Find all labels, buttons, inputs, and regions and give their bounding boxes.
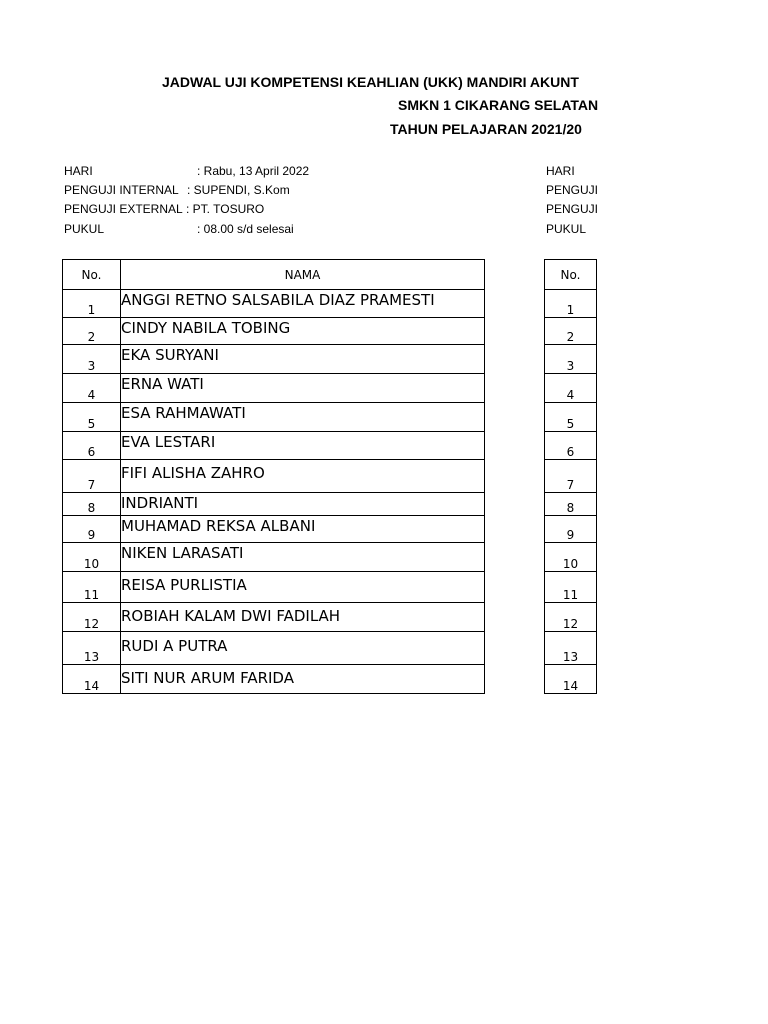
row-nama: ANGGI RETNO SALSABILA DIAZ PRAMESTI	[121, 290, 485, 318]
row-no: 8	[63, 493, 121, 516]
row-no: 7	[545, 460, 597, 493]
row-no: 1	[545, 290, 597, 318]
row-no: 14	[545, 665, 597, 694]
penguji-label-right-2: PENGUJI	[546, 202, 599, 216]
table-row	[63, 516, 485, 543]
table-header-row	[545, 260, 597, 290]
row-no: 1	[63, 290, 121, 318]
row-no: 5	[63, 403, 121, 432]
table-row	[63, 345, 485, 374]
penguji-external-value: : PT. TOSURO	[186, 202, 265, 216]
row-no: 8	[545, 493, 597, 516]
row-no: 4	[545, 374, 597, 403]
row-nama: MUHAMAD REKSA ALBANI	[121, 516, 485, 543]
table-row	[63, 665, 485, 694]
row-no: 2	[545, 318, 597, 345]
table-row	[63, 374, 485, 403]
pukul-value: : 08.00 s/d selesai	[197, 222, 294, 236]
penguji-internal-value: : SUPENDI, S.Kom	[187, 183, 290, 197]
table-row	[63, 493, 485, 516]
row-no: 3	[545, 345, 597, 374]
row-nama: ESA RAHMAWATI	[121, 403, 485, 432]
row-no: 10	[545, 543, 597, 572]
table-row	[545, 572, 597, 603]
table-row	[63, 603, 485, 632]
row-nama: EKA SURYANI	[121, 345, 485, 374]
col-header-nama: NAMA	[121, 260, 485, 290]
row-nama: CINDY NABILA TOBING	[121, 318, 485, 345]
table-row	[545, 290, 597, 318]
row-no: 6	[545, 432, 597, 460]
table-row	[545, 632, 597, 665]
table-row	[63, 290, 485, 318]
table-row	[63, 543, 485, 572]
row-no: 14	[63, 665, 121, 694]
row-nama: EVA LESTARI	[121, 432, 485, 460]
penguji-external-label: PENGUJI EXTERNAL	[64, 202, 183, 216]
row-no: 13	[63, 632, 121, 665]
academic-year: TAHUN PELAJARAN 2021/20	[390, 121, 582, 137]
table-row	[63, 632, 485, 665]
row-nama: RUDI A PUTRA	[121, 632, 485, 665]
table-row	[545, 516, 597, 543]
row-nama: INDRIANTI	[121, 493, 485, 516]
table-row	[63, 572, 485, 603]
row-no: 6	[63, 432, 121, 460]
participants-table-right	[544, 259, 597, 694]
row-nama: ERNA WATI	[121, 374, 485, 403]
row-nama: NIKEN LARASATI	[121, 543, 485, 572]
table-row	[545, 432, 597, 460]
row-no: 12	[545, 603, 597, 632]
schedule-title: JADWAL UJI KOMPETENSI KEAHLIAN (UKK) MANDIRI AKUNT	[162, 74, 579, 90]
table-row	[545, 460, 597, 493]
row-nama: SITI NUR ARUM FARIDA	[121, 665, 485, 694]
table-row	[545, 345, 597, 374]
row-no: 2	[63, 318, 121, 345]
table-row	[545, 543, 597, 572]
row-nama: REISA PURLISTIA	[121, 572, 485, 603]
table-row	[545, 603, 597, 632]
row-no: 9	[63, 516, 121, 543]
table-row	[545, 374, 597, 403]
row-no: 4	[63, 374, 121, 403]
pukul-label: PUKUL	[64, 222, 105, 236]
table-header-row	[63, 260, 485, 290]
table-row	[63, 403, 485, 432]
row-no: 7	[63, 460, 121, 493]
col-header-no: No.	[63, 260, 121, 290]
table-row	[545, 318, 597, 345]
row-no: 9	[545, 516, 597, 543]
table-row	[63, 318, 485, 345]
penguji-internal-label: PENGUJI INTERNAL	[64, 183, 179, 197]
participants-table	[62, 259, 485, 694]
table-row	[545, 493, 597, 516]
table-row	[63, 432, 485, 460]
row-no: 10	[63, 543, 121, 572]
table-row	[545, 403, 597, 432]
row-no: 11	[63, 572, 121, 603]
hari-label: HARI	[64, 164, 93, 178]
row-no: 5	[545, 403, 597, 432]
school-name: SMKN 1 CIKARANG SELATAN	[398, 97, 599, 113]
row-no: 12	[63, 603, 121, 632]
pukul-label-right: PUKUL	[546, 222, 587, 236]
row-no: 3	[63, 345, 121, 374]
table-row	[545, 665, 597, 694]
hari-label-right: HARI	[546, 164, 575, 178]
penguji-label-right-1: PENGUJI	[546, 183, 599, 197]
row-nama: FIFI ALISHA ZAHRO	[121, 460, 485, 493]
hari-value: : Rabu, 13 April 2022	[197, 164, 310, 178]
row-no: 13	[545, 632, 597, 665]
row-no: 11	[545, 572, 597, 603]
col-header-no: No.	[545, 260, 597, 290]
row-nama: ROBIAH KALAM DWI FADILAH	[121, 603, 485, 632]
table-row	[63, 460, 485, 493]
